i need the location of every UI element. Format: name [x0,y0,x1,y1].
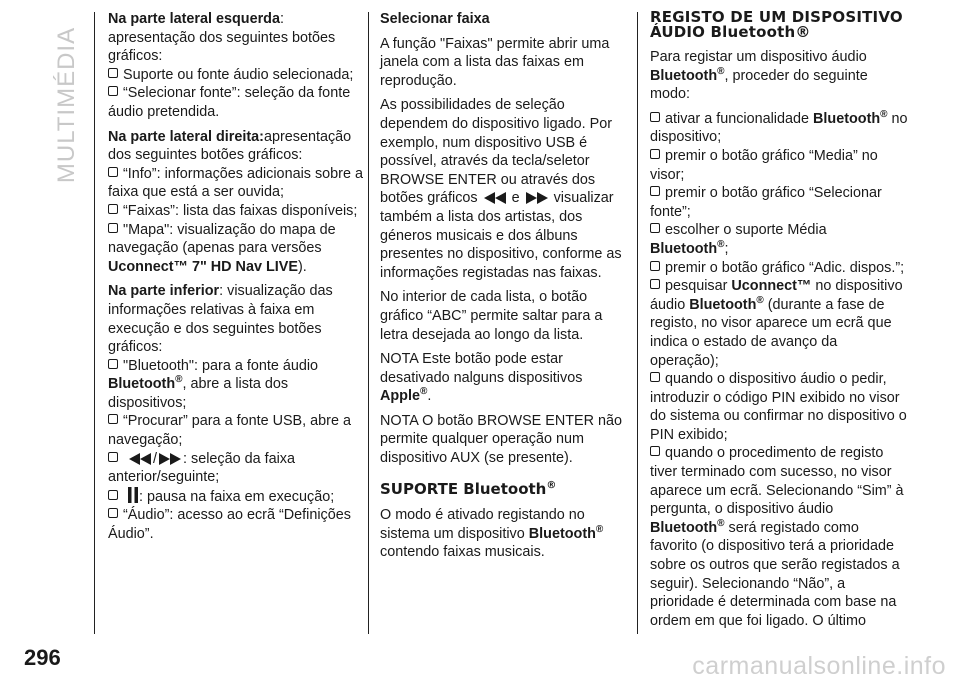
step-6: pesquisar Uconnect™ no dispositivo áudio Bluetooth® (durante a fase de registo, no visor aparece um ecrã que indica o estado de avanço da operação); [650,278,903,369]
column-1 [108,10,366,550]
checkbox-bullet-icon [650,446,660,456]
register-intro: Para registar um dispositivo áudio Bluetooth®, proceder do seguinte modo: [650,49,868,103]
column-2 [380,10,630,568]
step-7: quando o dispositivo áudio o pedir, introduzir o código PIN exibido no visor do sistema ou confirmar no dispositivo o PIN exibido; [650,371,907,443]
checkbox-bullet-icon [650,372,660,382]
step-2: premir o botão gráfico “Media” no visor; [650,147,878,183]
previous-track-icon [482,192,508,204]
right-side-paragraph: Na parte lateral direita:apresentação dos seguintes botões gráficos: “Info”: informações adicionais sobre a faixa que está a ser ouvida; “Faixas”: lista das faixas disponíveis; "Mapa": visualização do mapa de navegação (apenas para versões Uconnect™ 7" HD Nav LIVE). [108,128,363,275]
bottom-paragraph: Na parte inferior: visualização das informações relativas à faixa em execução e dos seguintes botões gráficos: "Bluetooth": para a fonte áudio Bluetooth®, abre a lista dos dispositivos; “Procurar” para a fonte USB, abre a navegação; / : seleção da faixa anterior/seguinte; : pausa na faixa em execução; “Áudio”: acesso ao ecrã “Definições Áudio”. [108,283,351,543]
checkbox-bullet-icon [650,186,660,196]
bluetooth-support-title: SUPORTE Bluetooth® [380,479,557,498]
column-divider-2 [637,12,638,634]
register-device-heading: REGISTO DE UM DISPOSITIVO ÁUDIO Bluetooth® [650,8,903,41]
abc-paragraph: No interior de cada lista, o botão gráfico “ABC” permite saltar para a letra desejada ao longo da lista. [380,289,603,343]
section-tab: MULTIMÉDIA [53,26,80,184]
checkbox-bullet-icon [650,112,660,122]
checkbox-bullet-icon [650,223,660,233]
checkbox-bullet-icon [108,86,118,96]
select-track-title: Selecionar faixa [380,11,490,27]
next-track-icon [524,192,550,204]
step-4: escolher o suporte Média Bluetooth®; [650,222,827,257]
note-apple: NOTA Este botão pode estar desativado nalguns dispositivos Apple®. [380,351,583,405]
previous-track-icon [127,453,153,465]
checkbox-bullet-icon [650,279,660,289]
checkbox-bullet-icon [108,414,118,424]
step-3: premir o botão gráfico “Selecionar fonte”; [650,185,882,220]
column-divider-1 [368,12,369,634]
site-watermark: carmanualsonline.info [692,652,946,680]
bluetooth-support-paragraph: O modo é ativado registando no sistema um dispositivo Bluetooth® contendo faixas musicais. [380,507,604,561]
checkbox-bullet-icon [650,149,660,159]
checkbox-bullet-icon [108,490,118,500]
step-5: premir o botão gráfico “Adic. dispos.”; [650,259,908,278]
step-8: quando o procedimento de registo tiver terminado com sucesso, no visor aparece um ecrã. Selecionando “Sim” à pergunta, o dispositivo áudio Bluetooth® será registado como favorito (o dispositivo terá a prioridade sobre os outros que serão registados a seguir). Selecionando “Não”, a prioridade é determinada com base na ordem em que foi ligado. O último [650,445,904,629]
checkbox-bullet-icon [108,68,118,78]
next-track-icon [157,453,183,465]
page-number: 296 [24,645,61,670]
selection-paragraph: As possibilidades de seleção dependem do dispositivo ligado. Por exemplo, num dispositivo USB é possível, através da tecla/seletor BROWSE ENTER ou através dos botões gráficos e visualizar também a lista dos artistas, dos géneros musicais e dos álbuns presentes no dispositivo, conforme as informações registadas nas faixas. [380,97,622,281]
step-1: ativar a funcionalidade Bluetooth® no dispositivo; [650,108,908,146]
checkbox-bullet-icon [108,223,118,233]
left-margin-rule [94,12,95,634]
checkbox-bullet-icon [108,508,118,518]
checkbox-bullet-icon [108,452,118,462]
column-3 [650,10,908,630]
left-side-paragraph: Na parte lateral esquerda: apresentação dos seguintes botões gráficos: Suporte ou fonte áudio selecionada; “Selecionar fonte”: seleção da fonte áudio pretendida. [108,11,354,120]
checkbox-bullet-icon [108,167,118,177]
tracks-paragraph: A função "Faixas" permite abrir uma janela com a lista das faixas em reprodução. [380,35,610,89]
checkbox-bullet-icon [108,359,118,369]
checkbox-bullet-icon [108,204,118,214]
pause-icon [127,487,139,503]
note-aux: NOTA O botão BROWSE ENTER não permite qualquer operação num dispositivo AUX (se presente). [380,412,623,467]
checkbox-bullet-icon [650,261,660,271]
